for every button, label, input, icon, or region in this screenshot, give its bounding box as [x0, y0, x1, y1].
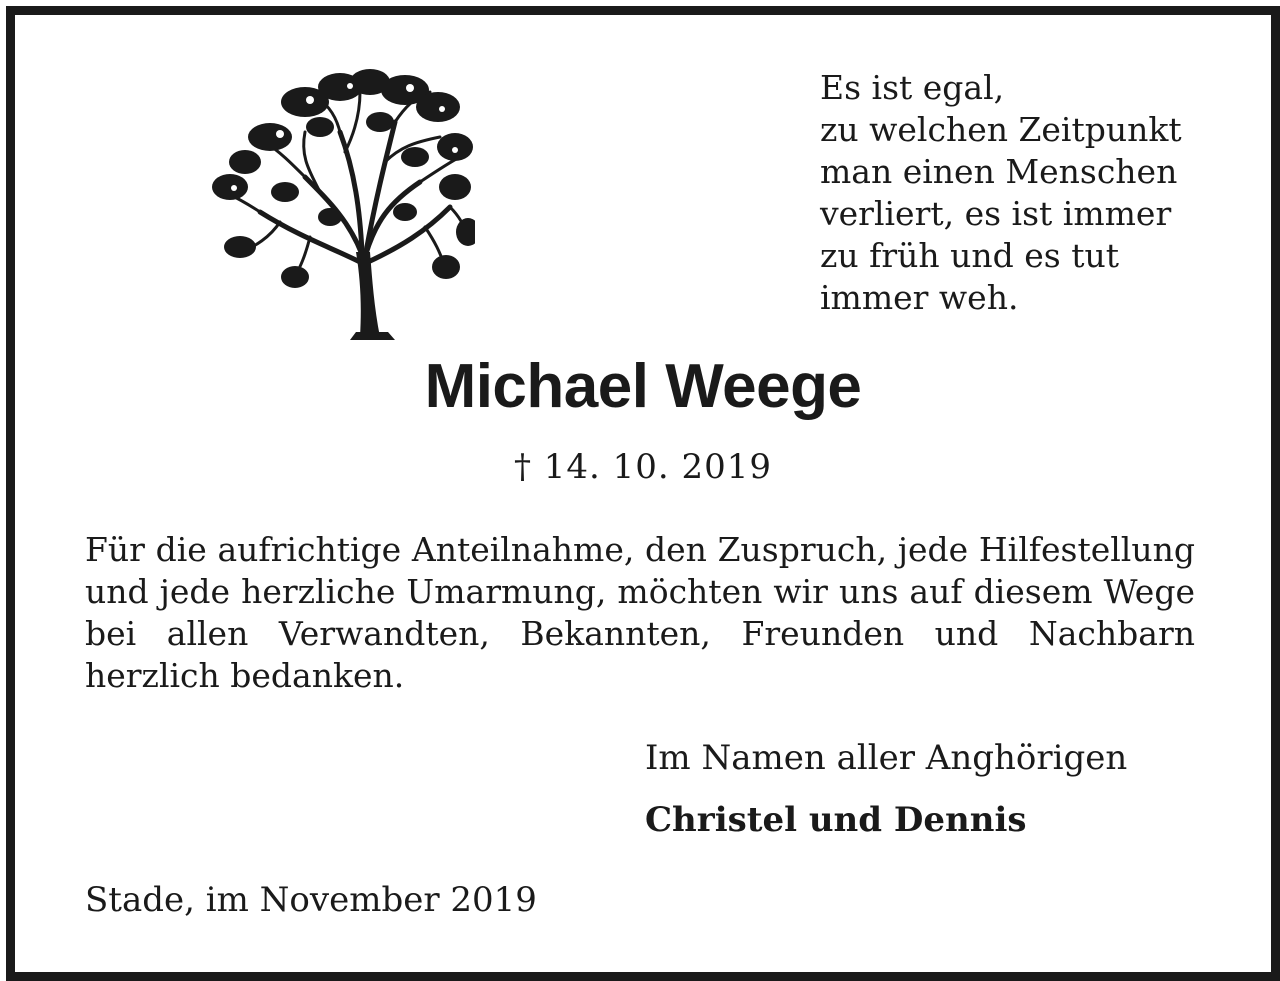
- regards-line: Im Namen aller Anghörigen: [645, 738, 1128, 778]
- tree-icon: [210, 62, 475, 342]
- thanks-message: Für die aufrichtige Anteilnahme, den Zuspruch, jede Hilfestellung und jede herzliche Umarmung, möchten wir uns auf diesem Wege bei allen Verwandten, Bekannten, Freunden und Nachbarn herzlich bedanken.: [85, 530, 1195, 695]
- deceased-name: Michael Weege: [424, 352, 862, 421]
- place-date: Stade, im November 2019: [85, 880, 537, 920]
- obituary-notice: [6, 6, 1280, 981]
- death-date: † 14. 10. 2019: [513, 447, 773, 487]
- memorial-quote: Es ist egal, zu welchen Zeitpunkt man einen Menschen verliert, es ist immer zu früh und es tut immer weh.: [820, 68, 1182, 317]
- signers: Christel und Dennis: [645, 800, 1027, 840]
